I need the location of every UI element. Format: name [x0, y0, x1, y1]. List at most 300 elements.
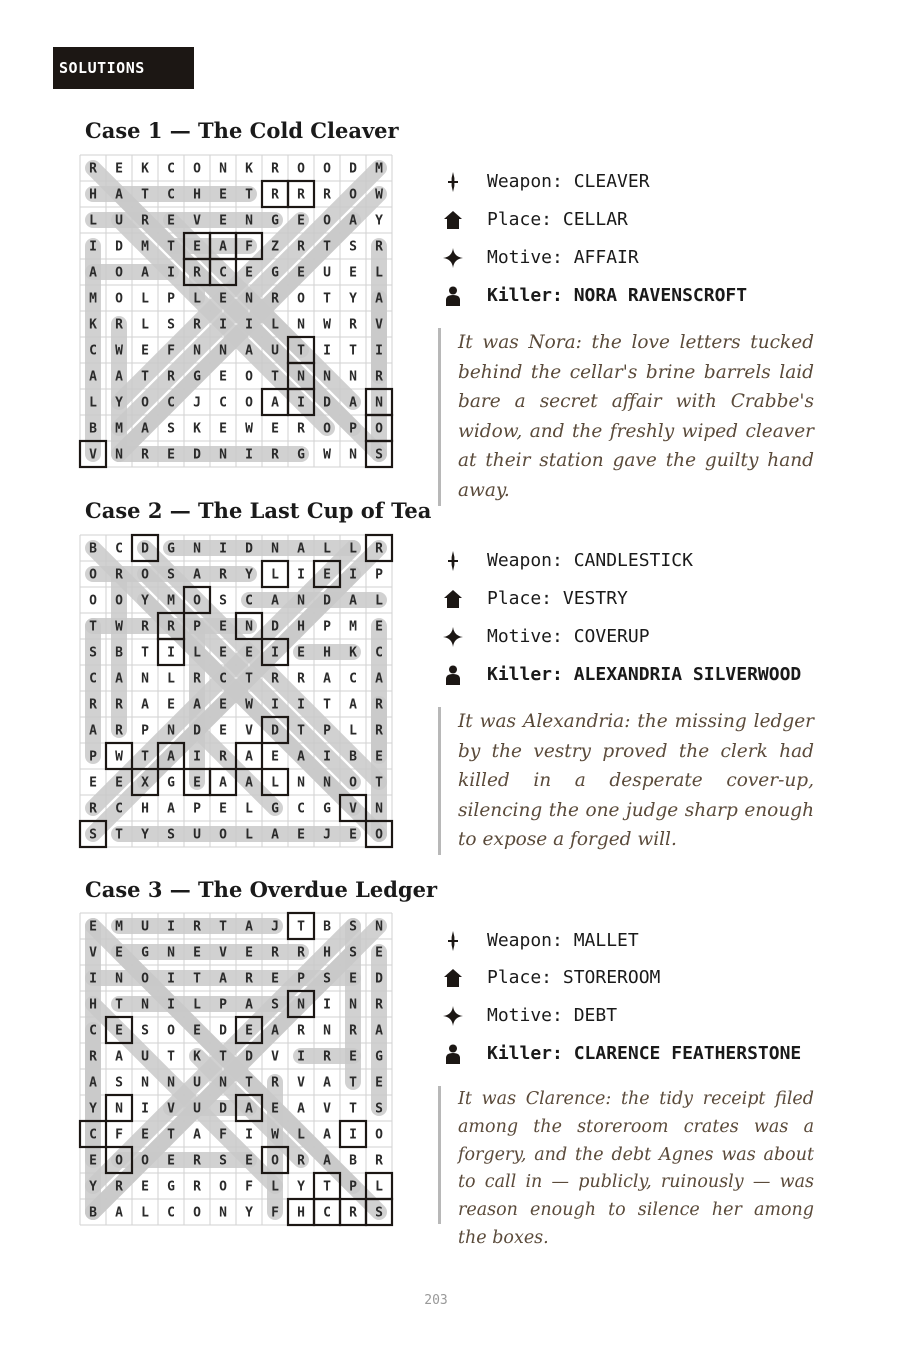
grid-letter: O [89, 567, 97, 583]
grid-letter: Y [245, 567, 253, 583]
grid-letter: D [193, 447, 201, 463]
grid-letter: T [167, 1049, 175, 1065]
grid-letter: A [323, 1127, 331, 1143]
grid-letter: G [375, 1049, 383, 1065]
grid-letter: E [245, 1153, 253, 1169]
grid-letter: R [193, 919, 201, 935]
grid-letter: T [375, 775, 383, 791]
grid-letter: D [141, 541, 149, 557]
person-icon [443, 665, 463, 685]
grid-letter: A [245, 919, 253, 935]
dagger-icon [443, 551, 463, 571]
grid-letter: R [375, 997, 383, 1013]
grid-letter: H [89, 997, 97, 1013]
grid-letter: T [115, 827, 123, 843]
grid-letter: S [375, 1101, 383, 1117]
grid-letter: N [245, 213, 253, 229]
grid-letter: E [349, 971, 357, 987]
case-2-killer-clue [443, 662, 833, 688]
grid-letter: L [375, 593, 383, 609]
grid-letter: R [193, 1153, 201, 1169]
grid-letter: A [297, 1101, 305, 1117]
grid-letter: E [141, 1179, 149, 1195]
grid-letter: G [167, 775, 175, 791]
grid-letter: R [271, 291, 279, 307]
grid-letter: I [89, 971, 97, 987]
grid-letter: F [167, 343, 175, 359]
grid-letter: V [271, 1049, 279, 1065]
grid-letter: I [297, 567, 305, 583]
case-1-killer-clue [443, 283, 833, 309]
grid-letter: N [245, 291, 253, 307]
grid-letter: R [193, 265, 201, 281]
grid-letter: L [167, 671, 175, 687]
grid-letter: V [349, 801, 357, 817]
grid-letter: E [115, 775, 123, 791]
grid-letter: A [89, 1075, 97, 1091]
grid-letter: R [349, 1205, 357, 1221]
grid-letter: V [245, 723, 253, 739]
grid-letter: E [375, 749, 383, 765]
grid-letter: W [245, 697, 253, 713]
grid-letter: N [115, 971, 123, 987]
grid-letter: P [323, 619, 331, 635]
grid-letter: A [271, 395, 279, 411]
grid-letter: W [115, 619, 123, 635]
grid-letter: I [271, 697, 279, 713]
grid-letter: H [141, 801, 149, 817]
grid-letter: E [167, 1153, 175, 1169]
grid-letter: W [115, 343, 123, 359]
grid-letter: S [167, 827, 175, 843]
grid-letter: B [323, 919, 331, 935]
star-icon [443, 627, 463, 647]
grid-letter: Y [89, 1179, 97, 1195]
grid-letter: N [297, 317, 305, 333]
grid-letter: C [89, 671, 97, 687]
grid-letter: R [193, 317, 201, 333]
grid-letter: P [349, 421, 357, 437]
grid-letter: T [323, 291, 331, 307]
house-icon [443, 968, 463, 988]
grid-letter: N [167, 723, 175, 739]
grid-letter: N [193, 343, 201, 359]
grid-letter: R [167, 369, 175, 385]
grid-letter: R [167, 619, 175, 635]
grid-letter: I [245, 1127, 253, 1143]
grid-letter: I [323, 343, 331, 359]
grid-letter: L [271, 567, 279, 583]
grid-letter: E [297, 213, 305, 229]
grid-letter: V [167, 1101, 175, 1117]
grid-letter: B [89, 541, 97, 557]
grid-letter: E [115, 161, 123, 177]
grid-letter: O [115, 265, 123, 281]
grid-letter: R [271, 1075, 279, 1091]
grid-letter: A [375, 291, 383, 307]
grid-letter: T [141, 749, 149, 765]
grid-letter: P [375, 567, 383, 583]
house-icon [443, 589, 463, 609]
grid-letter: G [167, 1179, 175, 1195]
grid-letter: E [219, 723, 227, 739]
grid-letter: P [219, 997, 227, 1013]
grid-letter: D [271, 723, 279, 739]
grid-letter: I [89, 239, 97, 255]
grid-letter: P [193, 801, 201, 817]
grid-letter: I [245, 317, 253, 333]
grid-letter: W [245, 421, 253, 437]
grid-letter: O [297, 291, 305, 307]
grid-letter: R [89, 161, 97, 177]
grid-letter: T [297, 919, 305, 935]
page-number: 203 [424, 1293, 448, 1308]
grid-letter: W [115, 749, 123, 765]
grid-letter: L [141, 317, 149, 333]
grid-letter: A [193, 567, 201, 583]
grid-letter: N [219, 447, 227, 463]
grid-letter: O [245, 395, 253, 411]
grid-letter: R [375, 697, 383, 713]
grid-letter: K [89, 317, 97, 333]
grid-letter: H [193, 187, 201, 203]
grid-letter: S [349, 239, 357, 255]
grid-letter: G [271, 801, 279, 817]
case-1-story: It was Nora: the love letters tucked behind the cellar's brine barrels laid bare a secret affair with Crabbe's widow, and the freshly wiped cleaver at their station gave the guilty hand away. [438, 328, 814, 506]
grid-letter: E [271, 749, 279, 765]
grid-letter: E [193, 1023, 201, 1039]
grid-letter: E [193, 945, 201, 961]
case-3-weapon-clue [443, 928, 833, 954]
grid-letter: C [89, 343, 97, 359]
grid-letter: N [167, 1075, 175, 1091]
grid-letter: J [193, 395, 201, 411]
grid-letter: D [193, 723, 201, 739]
grid-letter: C [167, 395, 175, 411]
grid-letter: S [323, 971, 331, 987]
grid-letter: A [271, 827, 279, 843]
grid-letter: K [349, 645, 357, 661]
grid-letter: E [219, 619, 227, 635]
grid-letter: H [297, 619, 305, 635]
grid-letter: O [141, 1153, 149, 1169]
grid-letter: O [219, 1179, 227, 1195]
grid-letter: T [141, 369, 149, 385]
grid-letter: O [323, 421, 331, 437]
grid-letter: G [167, 541, 175, 557]
grid-letter: R [297, 671, 305, 687]
grid-letter: Y [297, 1179, 305, 1195]
grid-letter: B [115, 645, 123, 661]
grid-letter: O [349, 775, 357, 791]
grid-letter: I [349, 567, 357, 583]
grid-letter: J [323, 827, 331, 843]
grid-letter: C [219, 671, 227, 687]
grid-letter: Z [271, 239, 279, 255]
grid-letter: N [219, 161, 227, 177]
grid-letter: O [193, 161, 201, 177]
grid-letter: A [245, 749, 253, 765]
grid-letter: S [349, 919, 357, 935]
house-icon [443, 210, 463, 230]
grid-letter: I [219, 541, 227, 557]
grid-letter: Y [89, 1101, 97, 1117]
case-1-title: Case 1 — The Cold Cleaver [85, 118, 399, 143]
grid-letter: E [219, 369, 227, 385]
grid-letter: G [141, 945, 149, 961]
grid-letter: A [349, 697, 357, 713]
grid-letter: O [115, 1153, 123, 1169]
grid-letter: G [297, 447, 305, 463]
grid-letter: E [349, 827, 357, 843]
grid-letter: P [141, 723, 149, 739]
grid-letter: L [193, 997, 201, 1013]
grid-letter: S [167, 567, 175, 583]
grid-letter: E [323, 567, 331, 583]
grid-letter: E [115, 1023, 123, 1039]
grid-letter: R [375, 723, 383, 739]
grid-letter: M [167, 593, 175, 609]
grid-letter: V [89, 447, 97, 463]
grid-letter: H [323, 645, 331, 661]
grid-letter: C [167, 187, 175, 203]
star-icon [443, 248, 463, 268]
grid-letter: R [115, 567, 123, 583]
grid-letter: R [349, 1023, 357, 1039]
grid-letter: Y [141, 593, 149, 609]
grid-letter: O [297, 161, 305, 177]
grid-letter: Y [375, 213, 383, 229]
grid-letter: B [89, 1205, 97, 1221]
grid-letter: A [323, 671, 331, 687]
grid-letter: G [323, 801, 331, 817]
grid-letter: N [219, 343, 227, 359]
grid-letter: L [141, 291, 149, 307]
case-2-place-label: Place: VESTRY [487, 588, 628, 609]
grid-letter: F [219, 1127, 227, 1143]
grid-letter: O [323, 213, 331, 229]
grid-letter: I [323, 997, 331, 1013]
grid-letter: N [141, 671, 149, 687]
grid-letter: T [219, 1049, 227, 1065]
grid-letter: T [323, 697, 331, 713]
grid-letter: F [245, 239, 253, 255]
grid-letter: E [245, 945, 253, 961]
grid-letter: R [323, 1049, 331, 1065]
grid-letter: A [115, 369, 123, 385]
grid-letter: D [245, 1049, 253, 1065]
grid-letter: O [349, 187, 357, 203]
grid-letter: E [375, 945, 383, 961]
grid-letter: R [297, 187, 305, 203]
grid-letter: A [89, 723, 97, 739]
grid-letter: C [115, 541, 123, 557]
grid-letter: I [167, 645, 175, 661]
grid-letter: U [271, 343, 279, 359]
grid-letter: E [297, 645, 305, 661]
case-2-word-search-grid [78, 533, 394, 849]
case-2-weapon-clue [443, 548, 833, 574]
grid-letter: A [141, 697, 149, 713]
grid-letter: E [219, 291, 227, 307]
grid-letter: R [297, 1153, 305, 1169]
grid-letter: A [167, 749, 175, 765]
case-2-killer-label: Killer: ALEXANDRIA SILVERWOOD [487, 664, 802, 685]
case-2-story: It was Alexandria: the missing ledger by the vestry proved the clerk had killed in a desperate cover-up, silencing the one judge sharp enough to expose a forged will. [438, 707, 814, 855]
grid-letter: L [323, 541, 331, 557]
grid-letter: N [297, 593, 305, 609]
grid-letter: S [141, 1023, 149, 1039]
grid-letter: U [141, 1049, 149, 1065]
grid-letter: L [193, 645, 201, 661]
grid-letter: R [297, 421, 305, 437]
grid-letter: D [349, 161, 357, 177]
star-icon [443, 1006, 463, 1026]
grid-letter: T [141, 187, 149, 203]
grid-letter: O [193, 1205, 201, 1221]
grid-letter: C [375, 645, 383, 661]
grid-letter: D [245, 541, 253, 557]
grid-letter: A [349, 395, 357, 411]
case-1-killer-label: Killer: NORA RAVENSCROFT [487, 285, 748, 306]
grid-letter: N [219, 1075, 227, 1091]
grid-letter: E [271, 1101, 279, 1117]
grid-letter: S [271, 997, 279, 1013]
grid-letter: L [193, 291, 201, 307]
grid-letter: E [89, 919, 97, 935]
grid-letter: E [219, 213, 227, 229]
grid-letter: T [167, 1127, 175, 1143]
case-3-motive-clue [443, 1003, 833, 1029]
grid-letter: E [193, 239, 201, 255]
person-icon [443, 1044, 463, 1064]
grid-letter: N [115, 447, 123, 463]
grid-letter: S [89, 827, 97, 843]
grid-letter: V [219, 945, 227, 961]
grid-letter: R [141, 213, 149, 229]
grid-letter: L [245, 827, 253, 843]
grid-letter: L [89, 395, 97, 411]
grid-letter: C [167, 1205, 175, 1221]
case-2-motive-clue [443, 624, 833, 650]
grid-letter: A [245, 343, 253, 359]
grid-letter: R [297, 1023, 305, 1039]
grid-letter: E [219, 697, 227, 713]
grid-letter: R [89, 697, 97, 713]
grid-letter: R [375, 369, 383, 385]
case-2-weapon-label: Weapon: CANDLESTICK [487, 550, 693, 571]
grid-letter: E [219, 187, 227, 203]
grid-letter: I [297, 697, 305, 713]
grid-letter: K [193, 1049, 201, 1065]
grid-letter: L [271, 775, 279, 791]
grid-letter: S [219, 593, 227, 609]
grid-letter: I [297, 1049, 305, 1065]
grid-letter: C [219, 265, 227, 281]
grid-letter: S [375, 447, 383, 463]
grid-letter: S [115, 1075, 123, 1091]
grid-letter: R [89, 801, 97, 817]
case-1-weapon-label: Weapon: CLEAVER [487, 171, 650, 192]
grid-letter: A [323, 1075, 331, 1091]
grid-letter: S [167, 317, 175, 333]
grid-letter: A [375, 671, 383, 687]
grid-letter: E [375, 1075, 383, 1091]
grid-letter: A [115, 671, 123, 687]
grid-letter: I [349, 1127, 357, 1143]
grid-letter: E [141, 1127, 149, 1143]
grid-letter: G [271, 265, 279, 281]
grid-letter: T [349, 343, 357, 359]
grid-letter: E [89, 775, 97, 791]
grid-letter: P [193, 619, 201, 635]
grid-letter: E [271, 971, 279, 987]
grid-letter: N [167, 945, 175, 961]
grid-letter: W [323, 447, 331, 463]
case-3-word-search-grid [78, 911, 394, 1227]
grid-letter: U [193, 1075, 201, 1091]
grid-letter: R [271, 447, 279, 463]
grid-letter: L [349, 723, 357, 739]
grid-letter: A [349, 213, 357, 229]
grid-letter: A [89, 369, 97, 385]
grid-letter: R [219, 749, 227, 765]
case-1-place-label: Place: CELLAR [487, 209, 628, 230]
grid-letter: A [115, 1205, 123, 1221]
grid-letter: I [323, 749, 331, 765]
grid-letter: N [349, 997, 357, 1013]
grid-letter: L [349, 541, 357, 557]
grid-letter: I [167, 997, 175, 1013]
grid-letter: U [193, 1101, 201, 1117]
grid-letter: V [375, 317, 383, 333]
grid-letter: C [297, 801, 305, 817]
grid-letter: W [323, 317, 331, 333]
grid-letter: R [271, 671, 279, 687]
grid-letter: M [349, 619, 357, 635]
case-3-killer-clue [443, 1041, 833, 1067]
case-1-weapon-clue [443, 169, 833, 195]
grid-letter: A [89, 265, 97, 281]
grid-letter: W [271, 1127, 279, 1143]
grid-letter: M [375, 161, 383, 177]
grid-letter: N [245, 619, 253, 635]
grid-letter: E [297, 265, 305, 281]
grid-letter: A [115, 187, 123, 203]
grid-letter: L [89, 213, 97, 229]
grid-letter: E [349, 1049, 357, 1065]
grid-letter: N [271, 541, 279, 557]
grid-letter: K [141, 161, 149, 177]
grid-letter: U [323, 265, 331, 281]
grid-letter: A [219, 239, 227, 255]
grid-letter: R [89, 1049, 97, 1065]
grid-letter: A [193, 1127, 201, 1143]
grid-letter: T [193, 971, 201, 987]
grid-letter: A [323, 1153, 331, 1169]
grid-letter: O [167, 1023, 175, 1039]
grid-letter: W [375, 187, 383, 203]
grid-letter: O [115, 291, 123, 307]
grid-letter: G [193, 369, 201, 385]
grid-letter: D [375, 971, 383, 987]
grid-letter: I [141, 1101, 149, 1117]
grid-letter: D [219, 1023, 227, 1039]
grid-letter: M [115, 421, 123, 437]
grid-letter: O [323, 161, 331, 177]
grid-letter: T [245, 1075, 253, 1091]
grid-letter: I [219, 317, 227, 333]
